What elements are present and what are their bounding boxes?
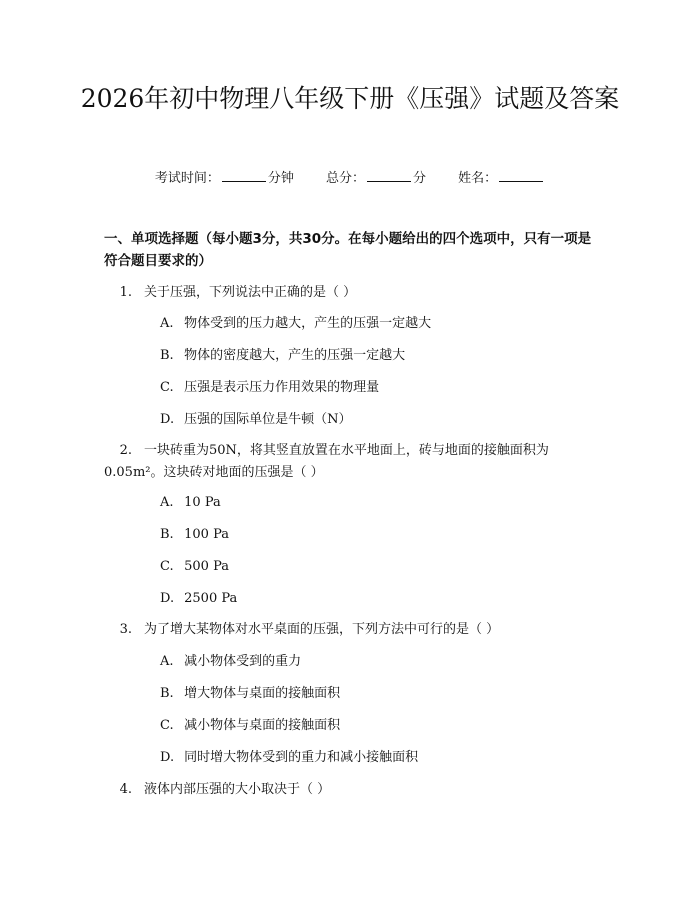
answer-option: [160, 492, 600, 514]
answer-option: [160, 313, 600, 335]
answer-option: [160, 377, 600, 399]
exam-time-unit: 分钟: [267, 171, 294, 186]
answer-option: [160, 715, 600, 737]
exam-info-line: [0, 168, 700, 189]
option-text: 100 Pa: [184, 527, 229, 542]
question-number: 2.: [119, 443, 132, 458]
document-title: 2026年初中物理八年级下册《压强》试题及答案: [80, 84, 620, 113]
section-heading: 一、单项选择题（每小题3分，共30分。在每小题给出的四个选项中，只有一项是符合题目要求的）: [104, 231, 592, 269]
option-letter: B.: [160, 686, 174, 701]
answer-option: [160, 345, 600, 367]
question-number: 1.: [119, 285, 132, 300]
answer-option: [160, 524, 600, 546]
name-field: [458, 171, 545, 186]
question-stem: [104, 282, 594, 304]
question-number: 3.: [119, 622, 132, 637]
question-stem: [104, 619, 594, 641]
question-stem: [104, 779, 594, 801]
option-text: 增大物体与桌面的接触面积: [184, 686, 341, 701]
option-text: 压强是表示压力作用效果的物理量: [184, 380, 380, 395]
name-blank: [499, 168, 543, 182]
exam-time-field: [155, 171, 294, 186]
answer-option: [160, 683, 600, 705]
option-letter: B.: [160, 527, 174, 542]
answer-option: [160, 588, 600, 610]
option-text: 2500 Pa: [184, 591, 238, 606]
answer-option: [160, 409, 600, 431]
option-text: 同时增大物体受到的重力和减小接触面积: [184, 750, 419, 765]
question-stem: [104, 440, 594, 484]
exam-time-blank: [222, 168, 266, 182]
option-text: 物体的密度越大，产生的压强一定越大: [184, 348, 406, 363]
option-letter: A.: [160, 654, 174, 669]
total-score-blank: [367, 168, 411, 182]
option-letter: D.: [160, 591, 175, 606]
question-text: 一块砖重为50N，将其竖直放置在水平地面上，砖与地面的接触面积为0.05m²。这块砖对地面的压强是（ ）: [104, 443, 549, 480]
name-label: 姓名：: [458, 171, 498, 186]
exam-time-label: 考试时间：: [154, 171, 220, 186]
option-text: 500 Pa: [184, 559, 229, 574]
option-letter: A.: [160, 316, 174, 331]
option-text: 减小物体受到的重力: [184, 654, 302, 669]
option-letter: A.: [160, 495, 174, 510]
question-text: 关于压强，下列说法中正确的是（ ）: [144, 285, 357, 300]
option-letter: C.: [160, 718, 174, 733]
option-letter: D.: [160, 412, 175, 427]
answer-option: [160, 651, 600, 673]
option-text: 减小物体与桌面的接触面积: [184, 718, 341, 733]
option-letter: D.: [160, 750, 175, 765]
total-score-field: [326, 171, 426, 186]
question-text: 为了增大某物体对水平桌面的压强，下列方法中可行的是（ ）: [144, 622, 500, 637]
option-letter: B.: [160, 348, 174, 363]
option-letter: C.: [160, 380, 174, 395]
question-number: 4.: [119, 782, 132, 797]
option-text: 10 Pa: [184, 495, 221, 510]
option-text: 压强的国际单位是牛顿（N）: [184, 412, 352, 427]
option-text: 物体受到的压力越大，产生的压强一定越大: [184, 316, 432, 331]
total-score-unit: 分: [413, 171, 427, 186]
answer-option: [160, 556, 600, 578]
total-score-label: 总分：: [325, 171, 365, 186]
question-text: 液体内部压强的大小取决于（ ）: [144, 782, 331, 797]
option-letter: C.: [160, 559, 174, 574]
answer-option: [160, 747, 600, 769]
